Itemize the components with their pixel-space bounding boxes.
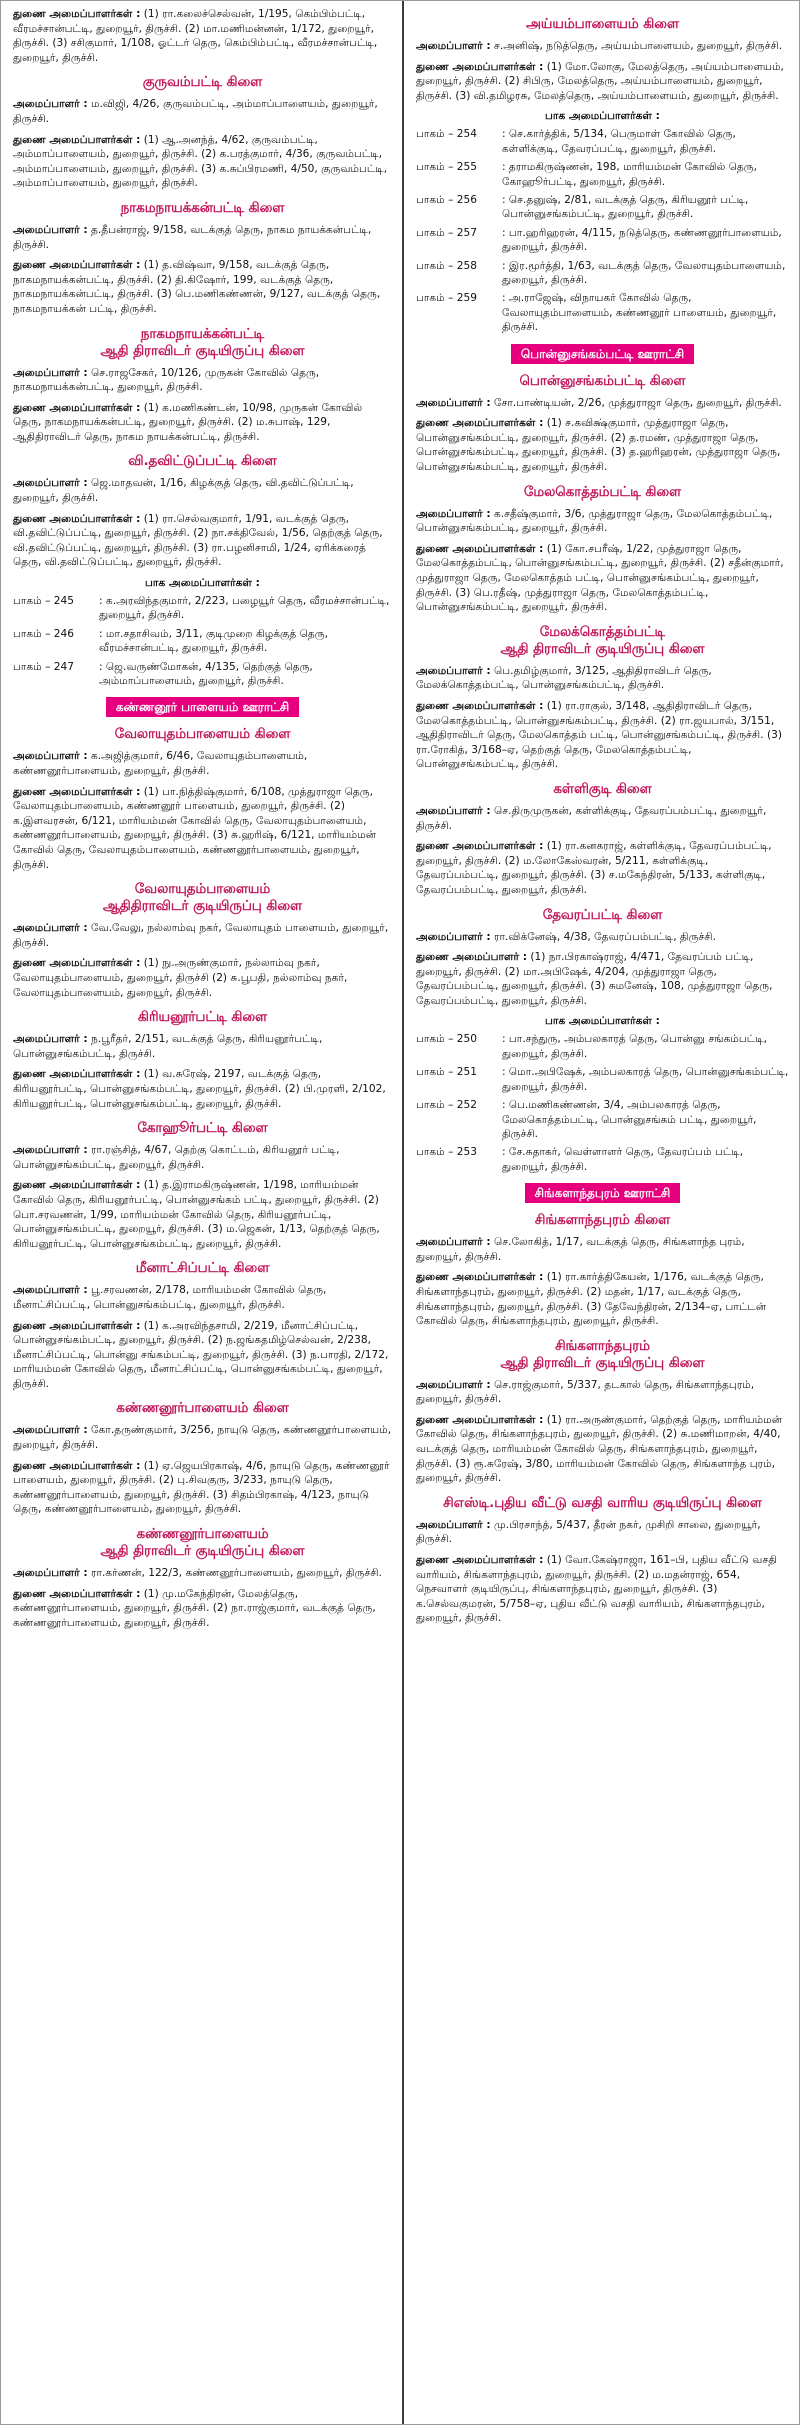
branch-heading: மேலகொத்தம்பட்டி கிளை xyxy=(523,484,682,500)
deputy-organizers-paragraph: துணை அமைப்பாளர்கள் : (1) பா.நித்திஷ்குமார், 6/108, முத்துராஜா தெரு, வேலாயுதம்பாளையம், கண்ணனூர் பாளையம், துறையூர், திருச்சி. (2) க.இளவரசன், 6/121, மாரியம்மன் கோவில் தெரு, வேலாயுதம்பாளையம், கண்ணனூர்பாளையம், துறையூர், திருச்சி. (3) சு.ஹரிஷ், 6/121, மாரியம்மன் கோவில் தெரு, வேலாயுதம்பாளையம், கண்ணனூர்பாளையம், துறையூர், திருச்சி. xyxy=(13,785,377,871)
panchayat-banner: சிங்களாந்தபுரம் ஊராட்சி xyxy=(525,1183,681,1203)
booth-row: பாகம் – 258 : இர.மூர்த்தி, 1/63, வடக்குத் தெரு, வேலாயுதம்பாளையம், துறையூர், திருச்சி. xyxy=(415,259,786,287)
booth-row: பாகம் – 245 : க.அரவிந்தகுமார், 2/223, பழையூர் தெரு, வீரமச்சான்பட்டி, துறையூர், திருச்சி. xyxy=(13,595,390,622)
deputy-organizers-paragraph: துணை அமைப்பாளர்கள் : (1) க.மணிகண்டன், 10/98, முருகன் கோவில் தெரு, நாகமநாயக்கன்பட்டி, துறையூர், திருச்சி. (2) ம.சுபாஷ், 129, ஆதிதிராவிடர் தெரு, நாகம நாயக்கன்பட்டி, திருச்சி. xyxy=(13,401,363,443)
branch-heading: குருவம்பட்டி கிளை xyxy=(142,75,263,91)
branch-heading: கோஹூர்பட்டி கிளை xyxy=(137,1121,268,1137)
deputy-organizers-paragraph: துணை அமைப்பாளர்கள் : (1) வ.சுரேஷ், 2197, வடக்குத் தெரு, கிரியனூர்பட்டி, பொன்னுசங்கம்பட்டி, துறையூர், திருச்சி. (2) பி.முரளி, 2/102, கிரியனூர்பட்டி, பொன்னுசங்கம்பட்டி, துறையூர், திருச்சி. xyxy=(13,1068,386,1110)
organizer-paragraph: அமைப்பாளர் : ஜெ.மாதவன், 1/16, கிழக்குத் தெரு, வி.தவிட்டுப்பட்டி, துறையூர், திருச்சி. xyxy=(13,477,354,505)
organizer-paragraph: அமைப்பாளர் : ம.விஜி, 4/26, குருவம்பட்டி, அம்மாப்பாளையம், துறையூர், திருச்சி. xyxy=(13,98,378,125)
organizer-paragraph: அமைப்பாளர் : வே.வேலு, நல்லாம்வு நகர், வேலாயுதம் பாளையம், துறையூர், திருச்சி. xyxy=(13,922,389,949)
deputy-organizers-paragraph: துணை அமைப்பாளர்கள் : (1) வோ.கேஷ்ராஜா, 161–பி, புதிய வீட்டு வசதி வாரியம், சிங்களாந்தபுரம், துறையூர், திருச்சி. (2) ம.மதன்ராஜ், 654, நெசவாளர் குடியிருப்பு, சிங்களாந்தபுரம், துறையூர், திருச்சி. (3) க.செல்வகுமரன், 5/758–ஏ, புதிய வீட்டு வசதி வாரியம், சிங்களாந்தபுரம், துறையூர், திருச்சி. xyxy=(415,1554,777,1625)
organizer-paragraph: அமைப்பாளர் : ரா.ரஞ்சித், 4/67, தெற்கு கொட்டம், கிரியனூர் பட்டி, பொன்னுசங்கம்பட்டி, துறையூர், திருச்சி. xyxy=(13,1144,340,1171)
right-column xyxy=(404,1,799,2424)
deputy-organizers-paragraph: துணை அமைப்பாளர்கள் : (1) மு.மகேந்திரன், மேலத்தெரு, கண்ணனூர்பாளையம், துறையூர், திருச்சி. (2) நா.ராஜ்குமார், வடக்குத் தெரு, கண்ணனூர்பாளையம், துறையூர், திருச்சி. xyxy=(13,1587,376,1629)
booth-row: பாகம் – 246 : மா.சதாசிவம், 3/11, குடிமுறை கிழக்குத் தெரு, வீரமச்சான்பட்டி, துறையூர், திருச்சி. xyxy=(13,627,328,655)
booth-organizers-heading: பாக அமைப்பாளர்கள் : xyxy=(545,1015,660,1028)
left-column xyxy=(1,1,404,2424)
deputy-organizers-paragraph: துணை அமைப்பாளர்கள் : (1) ரா.செல்வகுமார், 1/91, வடக்குத் தெரு, வி.தவிட்டுப்பட்டி, துறையூர், திருச்சி. (2) நா.சக்திவேல், 1/56, தெற்குத் தெரு, வி.தவிட்டுப்பட்டி, துறையூர், திருச்சி. (3) ரா.பழனிசாமி, 1/24, ஏரிக்கரைத் தெரு, வி.தவிட்டுப்பட்டி, துறையூர், திருச்சி. xyxy=(13,512,383,569)
booth-row: பாகம் – 252 : பெ.மணிகண்ணன், 3/4, அம்பலகாரத் தெரு, மேலகொத்தம்பட்டி, பொன்னுசங்கம் பட்டி, துறையூர், திருச்சி. xyxy=(415,1099,757,1140)
branch-heading: மேலக்கொத்தம்பட்டி ஆதி திராவிடர் குடியிருப்பு கிளை xyxy=(500,624,705,657)
booth-row: பாகம் – 251 : மொ.அபிஷேக், அம்பலகாரத் தெரு, பொன்னுசங்கம்பட்டி, துறையூர், திருச்சி. xyxy=(415,1066,789,1093)
branch-heading: சிங்களாந்தபுரம் ஆதி திராவிடர் குடியிருப்பு கிளை xyxy=(500,1338,705,1371)
branch-heading: வேலாயுதம்பாளையம் கிளை xyxy=(114,727,291,743)
organizer-paragraph: அமைப்பாளர் : கோ.தருண்குமார், 3/256, நாயுடு தெரு, கண்ணனூர்பாளையம், துறையூர், திருச்சி. xyxy=(13,1424,392,1452)
booth-row: பாகம் – 259 : அ.ராஜேஷ், விநாயகர் கோவில் தெரு, வேலாயுதம்பாளையம், கண்ணனூர் பாளையம், துறையூர், திருச்சி. xyxy=(415,292,777,334)
deputy-organizers-paragraph: துணை அமைப்பாளர்கள் : (1) த.விஷ்வா, 9/158, வடக்குத் தெரு, நாகமநாயக்கன்பட்டி, திருச்சி. (2) தி.கிஷோர், 199, வடக்குத் தெரு, நாகமநாயக்கன்பட்டி, திருச்சி. (3) பெ.மணிகண்ணன், 9/127, வடக்குத் தெரு, நாகமநாயக்கன் பட்டி, திருச்சி. xyxy=(13,259,381,315)
deputy-organizers-paragraph: துணை அமைப்பாளர்கள் : (1) ஏ.ஜெயபிரகாஷ், 4/6, நாயுடு தெரு, கண்ணனூர் பாளையம், துறையூர், திருச்சி. (2) பு.சிவகுரு, 3/233, நாயுடு தெரு, கண்ணனூர்பாளையம், துறையூர், திருச்சி. (3) சிதம்பிரகாஷ், 4/123, நாயுடு தெரு, கண்ணனூர்பாளையம், துறையூர், திருச்சி. xyxy=(13,1459,390,1516)
organizer-paragraph: அமைப்பாளர் : சோ.பாண்டியன், 2/26, முத்துராஜா தெரு, துறையூர், திருச்சி. xyxy=(415,396,782,409)
organizer-paragraph: அமைப்பாளர் : ச.அனிஷ், நடுத்தெரு, அய்யம்பாளையம், துறையூர், திருச்சி. xyxy=(415,40,783,52)
deputy-organizers-paragraph: துணை அமைப்பாளர் : (1) நா.பிரகாஷ்ராஜ், 4/471, தேவரப்பம் பட்டி, துறையூர், திருச்சி. (2) மா.அபிஷேக், 4/204, முத்துராஜா தெரு, தேவரப்பம்பட்டி, துறையூர், திருச்சி. (3) சுமனேஷ், 108, முத்துராஜா தெரு, தேவரப்பம்பட்டி, துறையூர், திருச்சி. xyxy=(415,951,773,1007)
branch-heading: அய்யம்பாளையம் கிளை xyxy=(526,17,679,32)
organizer-paragraph: அமைப்பாளர் : க.சதீஷ்குமார், 3/6, முத்துராஜா தெரு, மேலகொத்தம்பட்டி, பொன்னுசங்கம்பட்டி, துறையூர், திருச்சி. xyxy=(415,507,773,535)
organizer-paragraph: அமைப்பாளர் : செ.லோகித், 1/17, வடக்குத் தெரு, சிங்களாந்த புரம், துறையூர், திருச்சி. xyxy=(415,1236,745,1263)
booth-row: பாகம் – 254 : செ.கார்த்திக், 5/134, பெருமாள் கோவில் தெரு, கள்ளிக்குடி, தேவரப்பட்டி, துறையூர், திருச்சி. xyxy=(415,128,736,155)
deputy-organizers-paragraph: துணை அமைப்பாளர்கள் : (1) நு.அருண்குமார், நல்லாம்வு நகர், வேலாயுதம்பாளையம், துறையூர், திருச்சி (2) சு.பூபதி, நல்லாம்வு நகர், வேலாயுதம்பாளையம், துறையூர், திருச்சி. xyxy=(13,957,348,999)
deputy-organizers-paragraph: துணை அமைப்பாளர்கள் : (1) க.அரவிந்தசாமி, 2/219, மீனாட்சிப்பட்டி, பொன்னுசங்கம்பட்டி, துறையூர், திருச்சி. (2) ந.ஜங்கதமிழ்செல்வன், 2/238, மீனாட்சிப்பட்டி, பொன்னு சங்கம்பட்டி, துறையூர், திருச்சி. (3) ந.பாரதி, 2/172, மாரியம்மன் கோவில் தெரு, மீனாட்சிப்பட்டி, பொன்னுசங்கம்பட்டி, துறையூர், திருச்சி. xyxy=(13,1319,389,1390)
organizer-paragraph: அமைப்பாளர் : பெ.தமிழ்குமார், 3/125, ஆதிதிராவிடர் தெரு, மேலக்கொத்தம்பட்டி, பொன்னுசங்கம்பட்டி, திருச்சி. xyxy=(415,664,712,692)
branch-heading: நாகமநாயக்கன்பட்டி ஆதி திராவிடர் குடியிருப்பு கிளை xyxy=(100,326,305,359)
booth-row: பாகம் – 247 : ஜெ.வருண்மோகன், 4/135, தெற்குத் தெரு, அம்மாப்பாளையம், துறையூர், திருச்சி. xyxy=(13,660,313,688)
branch-heading: சிங்களாந்தபுரம் கிளை xyxy=(534,1213,671,1229)
deputy-organizers-paragraph: துணை அமைப்பாளர்கள் : (1) ரா.கலைச்செல்வன், 1/195, கெம்பிம்பட்டி, வீரமச்சான்பட்டி, துறையூர், திருச்சி. (2) மா.மணிமன்னன், 1/172, துறையூர், திருச்சி. (3) சசிகுமார், 1/108, ஓட்டர் தெரு, கெம்பிம்பட்டி, வீரமச்சான்பட்டி, துறையூர், திருச்சி. xyxy=(13,8,378,64)
organizer-paragraph: அமைப்பாளர் : செ.திருமுருகன், கள்ளிக்குடி, தேவரப்பம்பட்டி, துறையூர், திருச்சி. xyxy=(415,804,767,832)
deputy-organizers-paragraph: துணை அமைப்பாளர்கள் : (1) ரா.கனகராஜ், கள்ளிக்குடி, தேவரப்பம்பட்டி, துறையூர், திருச்சி. (2) ம.லோகேஸ்வரன், 5/211, கள்ளிக்குடி, தேவரப்பம்பட்டி, துறையூர், திருச்சி. (3) ச.மகேந்திரன், 5/133, கள்ளிகுடி, தேவரப்பம்பட்டி, துறையூர், திருச்சி. xyxy=(415,840,772,896)
deputy-organizers-paragraph: துணை அமைப்பாளர்கள் : (1) த.இராமகிருஷ்ணன், 1/198, மாரியம்மன் கோவில் தெரு, கிரியனூர்பட்டி, பொன்னுசங்கம் பட்டி, துறையூர், திருச்சி. (2) பொ.சரவணன், 1/99, மாரியம்மன் கோவில் தெரு, கிரியனூர்பட்டி, பொன்னுசங்கம்பட்டி, துறையூர், திருச்சி. (3) ம.ஜெகன், 1/13, தெற்குத் தெரு, கிரியனூர்பட்டி, பொன்னுசங்கம்பட்டி, துறையூர், திருச்சி. xyxy=(13,1179,380,1250)
branch-heading: சிஎஸ்டி.புதிய வீட்டு வசதி வாரிய குடியிருப்பு கிளை xyxy=(443,1495,762,1511)
organizer-paragraph: அமைப்பாளர் : பூ.சரவணன், 2/178, மாரியம்மன் கோவில் தெரு, மீனாட்சிப்பட்டி, பொன்னுசங்கம்பட்டி, துறையூர், திருச்சி. xyxy=(13,1284,327,1311)
panchayat-banner: கண்ணனூர் பாளையம் ஊராட்சி xyxy=(106,697,299,717)
booth-row: பாகம் – 255 : தராமகிருஷ்ணன், 198, மாரியம்மன் கோவில் தெரு, கோஹூர்பட்டி, துறையூர், திருச்சி. xyxy=(415,161,757,188)
organizer-paragraph: அமைப்பாளர் : ரா.கர்ணன், 122/3, கண்ணனூர்பாளையம், துறையூர், திருச்சி. xyxy=(13,1567,382,1580)
deputy-organizers-paragraph: துணை அமைப்பாளர்கள் : (1) மோ.லோகு, மேலத்தெரு, அய்யம்பாளையம், துறையூர், திருச்சி. (2) சிபிரு, மேலத்தெரு, அய்யம்பாளையம், துறையூர், திருச்சி. (3) வி.தமிழரசு, மேலத்தெரு, அய்யம்பாளையம், துறையூர், திருச்சி. xyxy=(415,60,784,102)
branch-heading: பொன்னுசங்கம்பட்டி கிளை xyxy=(519,373,686,389)
panchayat-banner: பொன்னுசங்கம்பட்டி ஊராட்சி xyxy=(511,344,694,364)
deputy-organizers-paragraph: துணை அமைப்பாளர்கள் : (1) கோ.சபரீஷ், 1/22, முத்துராஜா தெரு, மேலகொத்தம்பட்டி, பொன்னுசங்கம்பட்டி, துறையூர், திருச்சி. (2) சதீன்குமார், முத்துராஜா தெரு, மேலகொத்தம் பட்டி, பொன்னுசங்கம்பட்டி, துறையூர், திருச்சி. (3) பெ.ரதீஷ், முத்துராஜா தெரு, மேலகொத்தம்பட்டி, பொன்னுசங்கம்பட்டி, துறையூர், திருச்சி. xyxy=(415,542,784,614)
branch-heading: கண்ணனூர்பாளையம் கிளை xyxy=(116,1401,289,1417)
booth-row: பாகம் – 256 : செ.தனுஷ், 2/81, வடக்குத் தெரு, கிரியனூர் பட்டி, பொன்னுசங்கம்பட்டி, துறையூர், திருச்சி. xyxy=(415,194,749,221)
branch-heading: மீனாட்சிப்பட்டி கிளை xyxy=(135,1261,270,1277)
organizer-paragraph: அமைப்பாளர் : ந.பூரீதர், 2/151, வடக்குத் தெரு, கிரியனூர்பட்டி, பொன்னுசங்கம்பட்டி, திருச்சி. xyxy=(13,1033,323,1060)
organizer-paragraph: அமைப்பாளர் : ரா.விக்னேஷ், 4/38, தேவரப்பம்பட்டி, திருச்சி. xyxy=(415,930,716,943)
branch-heading: தேவரப்பட்டி கிளை xyxy=(542,907,663,923)
branch-heading: கிரியனூர்பட்டி கிளை xyxy=(137,1010,268,1026)
booth-row: பாகம் – 257 : பா.ஹரிஹரன், 4/115, நடுத்தெரு, கண்ணனூர்பாளையம், துறையூர், திருச்சி. xyxy=(415,226,782,254)
organizer-paragraph: அமைப்பாளர் : த.தீபன்ராஜ், 9/158, வடக்குத் தெரு, நாகம நாயக்கன்பட்டி, திருச்சி. xyxy=(13,223,372,251)
organizer-paragraph: அமைப்பாளர் : செ.ராஜசேகர், 10/126, முருகன் கோவில் தெரு, நாகமநாயக்கன்பட்டி, துறையூர், திருச்சி. xyxy=(13,366,320,394)
booth-organizers-heading: பாக அமைப்பாளர்கள் : xyxy=(145,577,260,590)
branch-heading: கண்ணனூர்பாளையம் ஆதி திராவிடர் குடியிருப்பு கிளை xyxy=(100,1527,305,1560)
branch-heading: வேலாயுதம்பாளையம் ஆதிதிராவிடர் குடியிருப்பு கிளை xyxy=(102,882,303,915)
deputy-organizers-paragraph: துணை அமைப்பாளர்கள் : (1) ரா.ராகுல், 3/148, ஆதிதிராவிடர் தெரு, மேலகொத்தம்பட்டி, பொன்னுசங்கம்பட்டி, திருச்சி. (2) ரா.ஜயபால், 3/151, ஆதிதிராவிடர் தெரு, மேலகொத்தம் பட்டி, பொன்னுசங்கம்பட்டி, திருச்சி. (3) ரா.ரோகித், 3/168–ஏ, தெற்குத் தெரு, மேலகொத்தம்பட்டி, பொன்னுசங்கம்பட்டி, திருச்சி. xyxy=(415,699,782,771)
deputy-organizers-paragraph: துணை அமைப்பாளர்கள் : (1) ஆ.அனந்த், 4/62, குருவம்பட்டி, அம்மாப்பாளையம், துறையூர், திருச்சி. (2) க.பரத்குமார், 4/36, குருவம்பட்டி, அம்மாப்பாளையம், துறையூர், திருச்சி. (3) க.சுப்பிரமணி, 4/50, குருவம்பட்டி, அம்மாப்பாளையம், துறையூர், திருச்சி. xyxy=(13,133,388,190)
deputy-organizers-paragraph: துணை அமைப்பாளர்கள் : (1) ரா.கார்த்திகேயன், 1/176, வடக்குத் தெரு, சிங்களாந்தபுரம், துறையூர், திருச்சி. (2) மதன், 1/17, வடக்குத் தெரு, சிங்களாந்தபுரம், துறையூர், திருச்சி. (3) தேவேந்திரன், 2/134–ஏ, பாட்டன் கோவில் தெரு, சிங்களாந்தபுரம், துறையூர், திருச்சி. xyxy=(415,1271,767,1328)
branch-heading: கள்ளிகுடி கிளை xyxy=(553,781,652,797)
organizer-paragraph: அமைப்பாளர் : மு.பிரசாந்த், 5/437, தீரன் நகர், முசிறி சாலை, துறையூர், திருச்சி. xyxy=(415,1518,761,1546)
deputy-organizers-paragraph: துணை அமைப்பாளர்கள் : (1) ரா.அருண்குமார், தெற்குத் தெரு, மாரியம்மன் கோவில் தெரு, சிங்களாந்தபுரம், துறையூர், திருச்சி. (2) சு.மணிமாறன், 4/40, வடக்குத் தெரு, மாரியம்மன் கோவில் தெரு, சிங்களாந்தபுரம், துறையூர், திருச்சி. (3) ரூ.சுரேஷ், 3/80, மாரியம்மன் கோவில் தெரு, சிங்களாந்த புரம், துறையூர், திருச்சி. xyxy=(415,1413,782,1485)
booth-organizers-heading: பாக அமைப்பாளர்கள் : xyxy=(545,110,660,123)
organizer-paragraph: அமைப்பாளர் : செ.ராஜ்குமார், 5/337, தடகால் தெரு, சிங்களாந்தபுரம், துறையூர், திருச்சி. xyxy=(415,1378,755,1406)
booth-row: பாகம் – 250 : பா.சந்துரு, அம்பலகாரத் தெரு, பொன்னு சங்கம்பட்டி, துறையூர், திருச்சி. xyxy=(415,1033,767,1060)
organizer-paragraph: அமைப்பாளர் : க.அஜித்குமார், 6/46, வேலாயுதம்பாளையம், கண்ணனூர்பாளையம், துறையூர், திருச்சி. xyxy=(13,750,308,778)
booth-row: பாகம் – 253 : சே.சுதாகர், வெள்ளாளர் தெரு, தேவரப்பம் பட்டி, துறையூர், திருச்சி. xyxy=(415,1146,744,1173)
branch-heading: நாகமநாயக்கன்பட்டி கிளை xyxy=(120,200,285,216)
branch-heading: வி.தவிட்டுப்பட்டி கிளை xyxy=(128,454,277,470)
deputy-organizers-paragraph: துணை அமைப்பாளர்கள் : (1) ச.கவிக்ஷ்குமார், முத்துராஜா தெரு, பொன்னுசங்கம்பட்டி, துறையூர், திருச்சி. (2) த.ரமண், முத்துராஜா தெரு, பொன்னுசங்கம்பட்டி, துறையூர், திருச்சி. (3) த.ஹரிஹரன், முத்துராஜா தெரு, பொன்னுசங்கம்பட்டி, துறையூர், திருச்சி. xyxy=(415,417,781,474)
